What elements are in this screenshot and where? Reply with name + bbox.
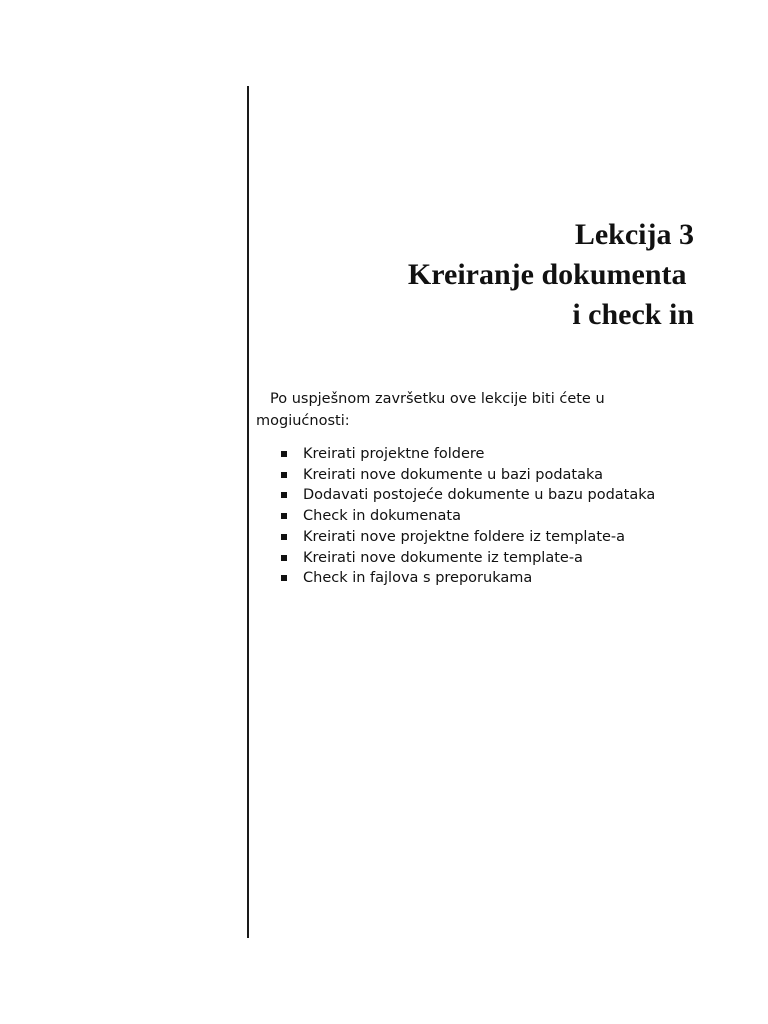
square-bullet-icon <box>281 513 287 519</box>
square-bullet-icon <box>281 555 287 561</box>
lesson-title-line-2: i check in <box>572 298 694 331</box>
lesson-title <box>408 215 694 335</box>
list-item <box>280 506 655 527</box>
intro-line-1: Po uspješnom završetku ove lekcije biti ćete u <box>270 391 605 407</box>
list-item <box>280 444 655 465</box>
list-item <box>280 527 655 548</box>
list-item-text: Kreirati nove projektne foldere iz template-a <box>303 528 626 545</box>
lesson-title-line-1: Kreiranje dokumenta <box>407 258 694 291</box>
list-item-text: Check in dokumenata <box>303 508 461 525</box>
square-bullet-icon <box>281 534 287 540</box>
objectives-list <box>280 444 655 589</box>
square-bullet-icon <box>281 451 287 457</box>
square-bullet-icon <box>281 472 287 478</box>
square-bullet-icon <box>281 575 287 581</box>
vertical-margin-rule <box>247 86 249 938</box>
list-item-text: Check in fajlova s preporukama <box>303 570 533 587</box>
intro-paragraph <box>256 388 636 432</box>
list-item-text: Dodavati postojeće dokumente u bazu podataka <box>303 487 656 504</box>
intro-line-2: mogiućnosti: <box>256 413 350 429</box>
lesson-number: Lekcija 3 <box>574 218 694 251</box>
list-item-text: Kreirati projektne foldere <box>303 446 485 462</box>
list-item-text: Kreirati nove dokumente u bazi podataka <box>303 466 604 483</box>
square-bullet-icon <box>281 492 287 498</box>
list-item <box>280 485 655 506</box>
list-item-text: Kreirati nove dokumente iz template-a <box>303 549 583 566</box>
list-item <box>280 548 655 569</box>
list-item <box>280 465 655 486</box>
list-item <box>280 568 655 589</box>
